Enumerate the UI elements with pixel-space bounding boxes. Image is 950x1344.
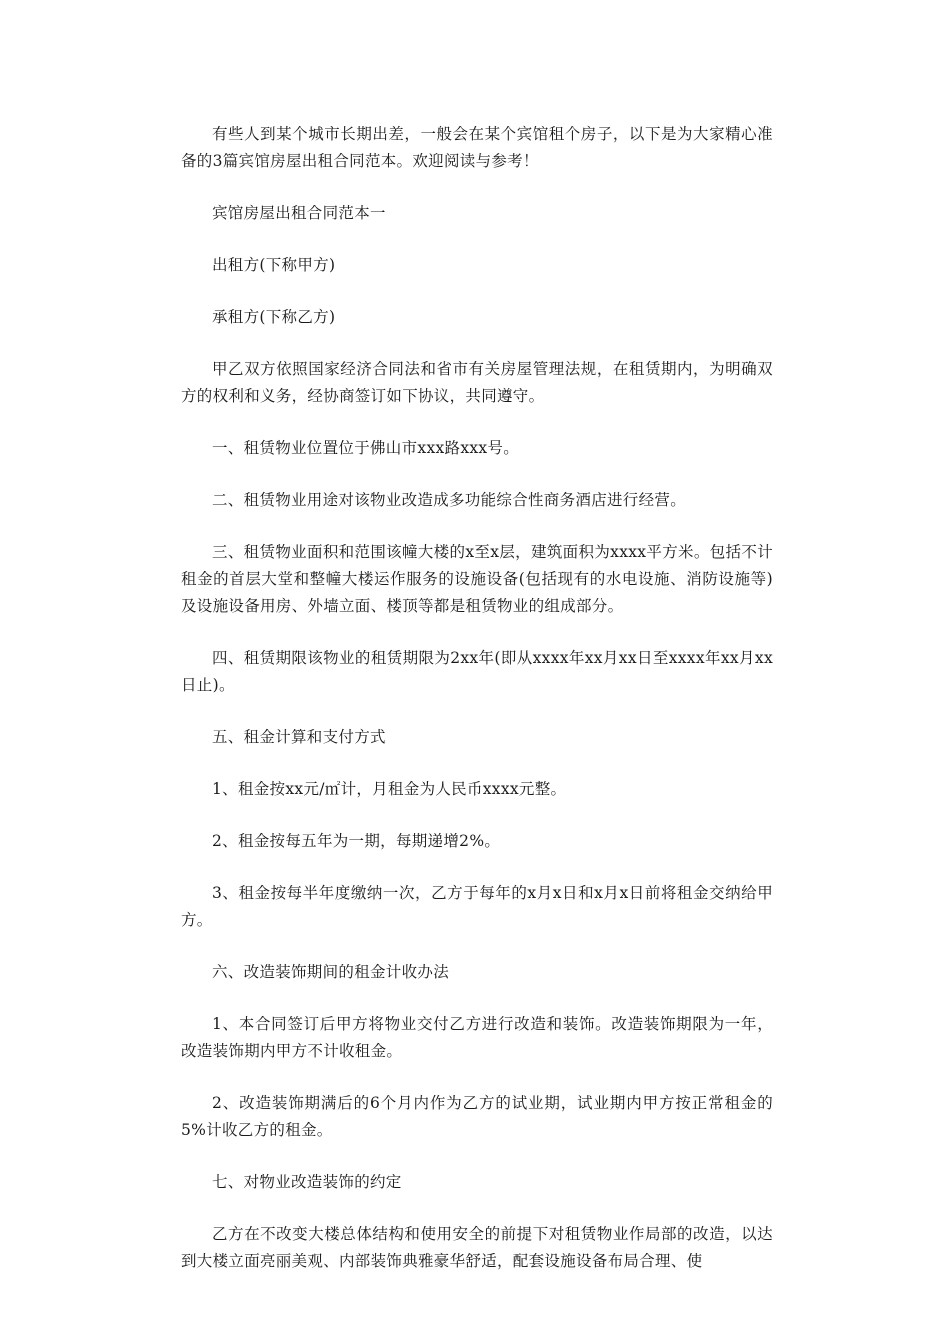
clause-6-heading: 六、改造装饰期间的租金计收办法: [212, 963, 450, 981]
clause-3-area: 三、租赁物业面积和范围该幢大楼的x至x层，建筑面积为xxxx平方米。包括不计租金的首层大堂和整幢大楼运作服务的设施设备(包括现有的水电设施、消防设施等)及设施设备用房、外墙立面、楼顶等都是租赁物业的组成部分。: [181, 543, 773, 615]
contract-title: 宾馆房屋出租合同范本一: [212, 204, 386, 222]
preamble-paragraph: 甲乙双方依照国家经济合同法和省市有关房屋管理法规，在租赁期内，为明确双方的权利和义务，经协商签订如下协议，共同遵守。: [181, 360, 773, 405]
clause-6-item-2: 2、改造装饰期满后的6个月内作为乙方的试业期，试业期内甲方按正常租金的5%计收乙方的租金。: [181, 1094, 773, 1139]
clause-4-term: 四、租赁期限该物业的租赁期限为2xx年(即从xxxx年xx月xx日至xxxx年xx月xx日止)。: [181, 649, 773, 694]
lessor-line: 出租方(下称甲方): [212, 256, 336, 274]
clause-1-location: 一、租赁物业位置位于佛山市xxx路xxx号。: [212, 439, 520, 457]
clause-7-body: 乙方在不改变大楼总体结构和使用安全的前提下对租赁物业作局部的改造，以达到大楼立面亮丽美观、内部装饰典雅豪华舒适，配套设施设备布局合理、使: [181, 1225, 773, 1270]
clause-5-item-2: 2、租金按每五年为一期，每期递增2%。: [212, 832, 501, 850]
clause-2-usage: 二、租赁物业用途对该物业改造成多功能综合性商务酒店进行经营。: [212, 491, 687, 509]
clause-5-item-3: 3、租金按每半年度缴纳一次，乙方于每年的x月x日和x月x日前将租金交纳给甲方。: [181, 884, 773, 929]
document-body: [181, 121, 773, 1300]
intro-paragraph: 有些人到某个城市长期出差，一般会在某个宾馆租个房子，以下是为大家精心准备的3篇宾馆房屋出租合同范本。欢迎阅读与参考！: [181, 125, 773, 170]
lessee-line: 承租方(下称乙方): [212, 308, 336, 326]
clause-5-heading: 五、租金计算和支付方式: [212, 728, 386, 746]
clause-5-item-1: 1、租金按xx元/㎡计，月租金为人民币xxxx元整。: [212, 780, 567, 798]
clause-7-heading: 七、对物业改造装饰的约定: [212, 1173, 402, 1191]
clause-6-item-1: 1、本合同签订后甲方将物业交付乙方进行改造和装饰。改造装饰期限为一年，改造装饰期内甲方不计收租金。: [181, 1015, 773, 1060]
